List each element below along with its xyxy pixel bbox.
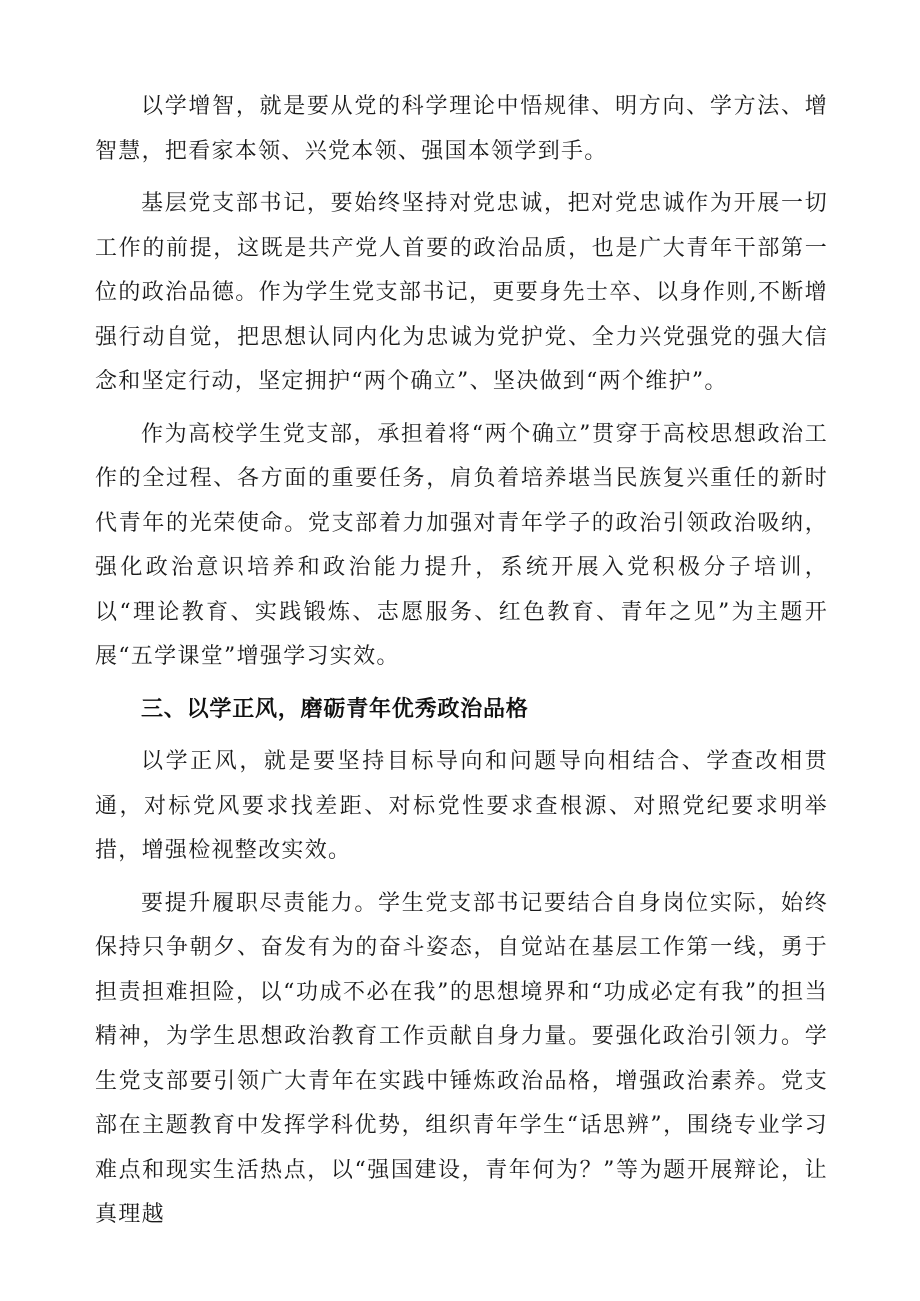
paragraph-student-branch-mission: 作为高校学生党支部，承担着将“两个确立”贯穿于高校思想政治工作的全过程、各方面的重要任务，肩负着培养堪当民族复兴重任的新时代青年的光荣使命。党支部着力加强对青年学子的政治引领政治吸纳，强化政治意识培养和政治能力提升，系统开展入党积极分子培训，以“理论教育、实践锻炼、志愿服务、红色教育、青年之见”为主题开展“五学课堂”增强学习实效。 <box>95 421 828 669</box>
section-heading: 三、以学正风，磨砺青年优秀政治品格 <box>141 696 529 722</box>
document-body <box>95 85 828 1246</box>
paragraph-learning-style: 以学正风，就是要坚持目标导向和问题导向相结合、学查改相贯通，对标党风要求找差距、对标党性要求查根源、对照党纪要求明举措，增强检视整改实效。 <box>95 749 828 863</box>
paragraph-learning-wisdom: 以学增智，就是要从党的科学理论中悟规律、明方向、学方法、增智慧，把看家本领、兴党本领、强国本领学到手。 <box>95 94 828 164</box>
paragraph-party-secretary-loyalty: 基层党支部书记，要始终坚持对党忠诚，把对党忠诚作为开展一切工作的前提，这既是共产党人首要的政治品质，也是广大青年干部第一位的政治品德。作为学生党支部书记，更要身先士卒、以身作则,不断增强行动自觉，把思想认同内化为忠诚为党护党、全力兴党强党的强大信念和坚定行动，坚定拥护“两个确立”、坚决做到“两个维护”。 <box>95 191 828 394</box>
paragraph-duty-capability: 要提升履职尽责能力。学生党支部书记要结合自身岗位实际，始终保持只争朝夕、奋发有为的奋斗姿态，自觉站在基层工作第一线，勇于担责担难担险，以“功成不必在我”的思想境界和“功成必定有我”的担当精神，为学生思想政治教育工作贡献自身力量。要强化政治引领力。学生党支部要引领广大青年在实践中锤炼政治品格，增强政治素养。党支部在主题教育中发挥学科优势，组织青年学生“话思辨”，围绕专业学习难点和现实生活热点，以“强国建设，青年何为？”等为题开展辩论，让真理越 <box>95 890 828 1227</box>
